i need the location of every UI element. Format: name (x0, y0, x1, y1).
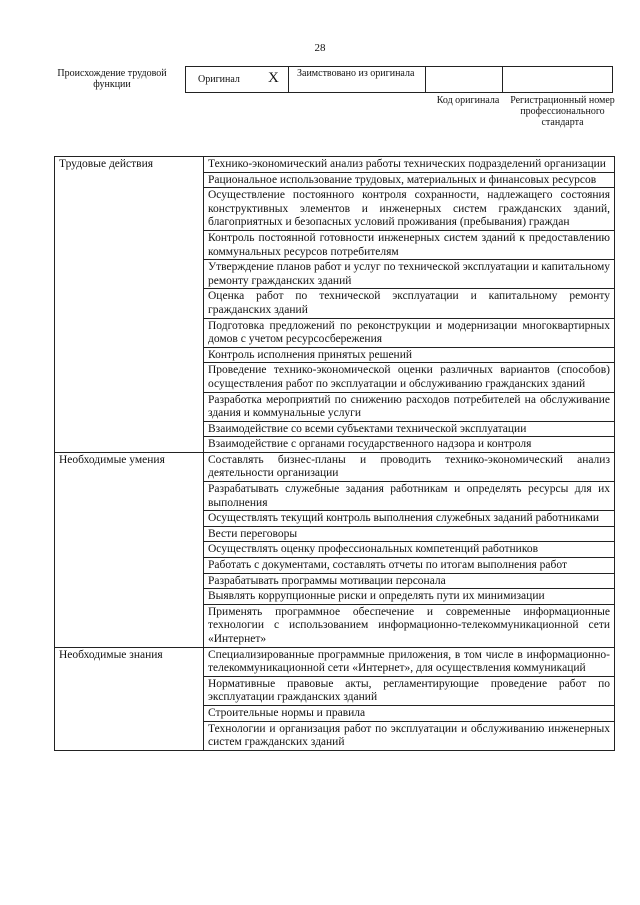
section-items (204, 157, 615, 453)
reg-number-cell (502, 66, 613, 93)
table-row: Осуществлять текущий контроль выполнения служебных заданий работниками (204, 511, 614, 527)
section-title: Трудовые действия (55, 157, 204, 453)
section-row (55, 647, 615, 750)
table-row: Составлять бизнес-планы и проводить технико-экономический анализ деятельности организации (204, 453, 614, 482)
section-row (55, 452, 615, 647)
table-row: Осуществление постоянного контроля сохранности, надлежащего состояния конструктивных элементов и инженерных систем гражданских зданий, благоприятных и безопасных условий проживания (пребывания) граждан (204, 188, 614, 231)
table-row: Контроль постоянной готовности инженерных систем зданий к предоставлению коммунальных ресурсов потребителям (204, 231, 614, 260)
table-row: Работать с документами, составлять отчеты по итогам выполнения работ (204, 558, 614, 574)
original-mark: X (268, 70, 279, 86)
table-row: Контроль исполнения принятых решений (204, 348, 614, 364)
section-title: Необходимые знания (55, 647, 204, 750)
origin-label: Происхождение трудовой функции (57, 68, 167, 90)
code-cell (425, 66, 503, 93)
table-row: Проведение технико-экономической оценки различных вариантов (способов) осуществления работ по эксплуатации и обслуживанию гражданских зданий (204, 363, 614, 392)
section-items (204, 647, 615, 750)
table-row: Выявлять коррупционные риски и определять пути их минимизации (204, 589, 614, 605)
table-row: Строительные нормы и правила (204, 706, 614, 722)
table-row: Рациональное использование трудовых, материальных и финансовых ресурсов (204, 173, 614, 189)
table-row: Подготовка предложений по реконструкции и модернизации многоквартирных домов с учетом ресурсосбережения (204, 319, 614, 348)
table-row: Взаимодействие со всеми субъектами технической эксплуатации (204, 422, 614, 438)
table-row: Технико-экономический анализ работы технических подразделений организации (204, 157, 614, 173)
reg-caption: Регистрационный номер профессионального стандарта (510, 95, 615, 128)
borrowed-label: Заимствовано из оригинала (297, 68, 415, 79)
borrowed-cell (288, 66, 426, 93)
origin-box (185, 66, 613, 93)
table-row: Осуществлять оценку профессиональных компетенций работников (204, 542, 614, 558)
table-row: Разрабатывать программы мотивации персонала (204, 574, 614, 590)
table-row: Оценка работ по технической эксплуатации и капитальному ремонту гражданских зданий (204, 289, 614, 318)
section-row (55, 157, 615, 453)
table-row: Взаимодействие с органами государственного надзора и контроля (208, 438, 532, 451)
table-row: Разработка мероприятий по снижению расходов потребителей на обслуживание здания и коммунальные услуги (204, 393, 614, 422)
table-row: Технологии и организация работ по эксплуатации и обслуживанию инженерных систем гражданских зданий (208, 722, 610, 749)
table-row: Разрабатывать служебные задания работникам и определять ресурсы для их выполнения (204, 482, 614, 511)
table-row: Специализированные программные приложения, в том числе в информационно-телекоммуникационной сети «Интернет», для осуществления коммуникаций (204, 648, 614, 677)
original-label: Оригинал (198, 74, 240, 85)
table-row: Вести переговоры (204, 527, 614, 543)
code-caption: Код оригинала (436, 95, 500, 106)
table-row: Нормативные правовые акты, регламентирующие проведение работ по эксплуатации гражданских зданий (204, 677, 614, 706)
section-title: Необходимые умения (55, 452, 204, 647)
function-table (54, 156, 615, 751)
original-cell (185, 66, 289, 93)
table-row: Применять программное обеспечение и современные информационные технологии с использованием информационно-телекоммуникационной сети «Интернет» (208, 605, 610, 645)
table-row: Утверждение планов работ и услуг по технической эксплуатации и капитальному ремонту гражданских зданий (204, 260, 614, 289)
page-number: 28 (314, 42, 326, 54)
section-items (204, 452, 615, 647)
